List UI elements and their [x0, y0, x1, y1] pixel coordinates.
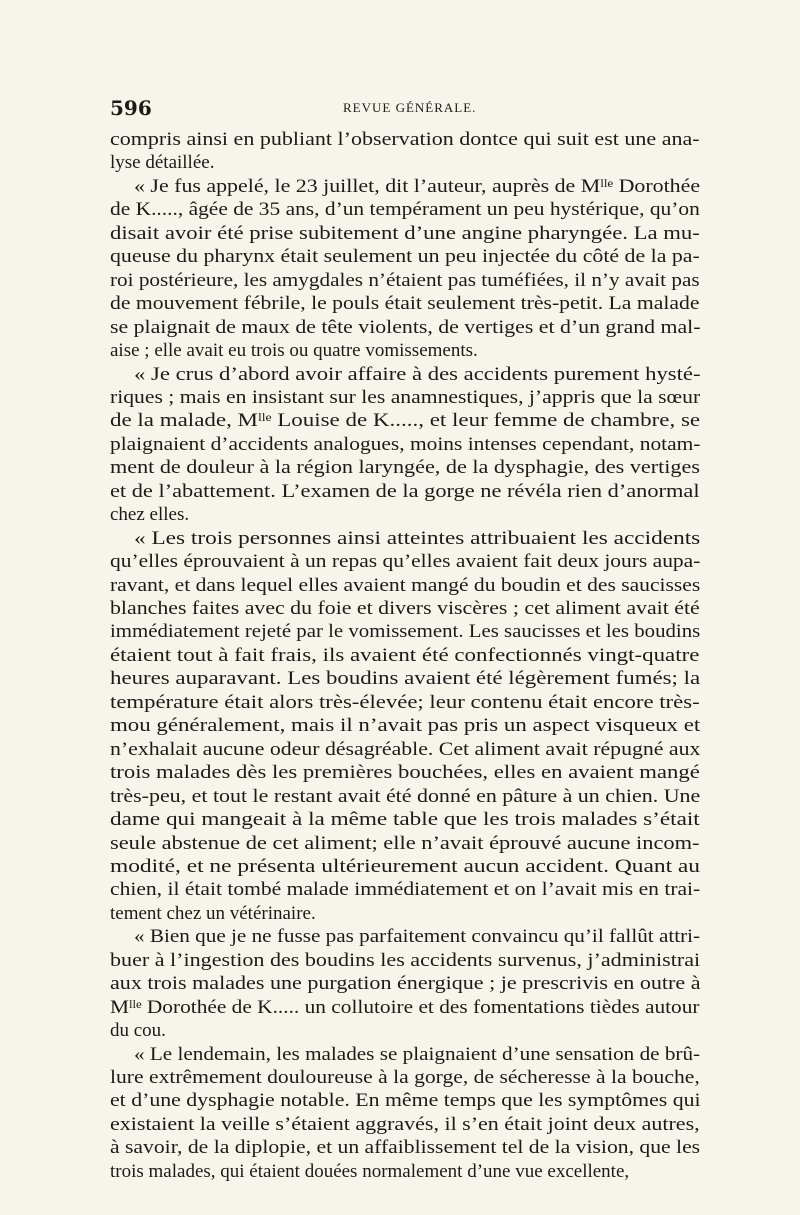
text-line: n’exhalait aucune odeur désagréable. Cet aliment avait répugné aux [110, 738, 701, 760]
text-line: blanches faites avec du foie et divers viscères ; cet aliment avait été [110, 598, 700, 619]
text-line: du cou. [110, 1020, 166, 1042]
page-number: 596 [110, 96, 152, 120]
text-line: aux trois malades une purgation énergique ; je prescrivis en outre à [110, 973, 701, 995]
text-line: chien, il était tombé malade immédiatement et on l’avait mis en trai- [110, 879, 701, 901]
text-line: modité, et ne présenta ultérieurement aucun accident. Quant au [110, 855, 701, 877]
text-line: étaient tout à fait frais, ils avaient été confectionnés vingt-quatre [110, 644, 700, 666]
text-line: existaient la veille s’étaient aggravés, il s’en était joint deux autres, [110, 1113, 700, 1135]
text-line: Mˡˡᵉ Dorothée de K..... un collutoire et des fomentations tièdes autour [110, 996, 700, 1018]
text-line: très-peu, et tout le restant avait été donné en pâture à un chien. Une [110, 785, 701, 807]
text-line: « Les trois personnes ainsi atteintes attribuaient les accidents [134, 527, 701, 549]
text-line: mou généralement, mais il n’avait pas pris un aspect visqueux et [110, 715, 701, 737]
text-line: riques ; mais en insistant sur les anamnestiques, j’appris que la sœur [110, 386, 701, 408]
text-line: heures auparavant. Les boudins avaient été légèrement fumés; la [110, 668, 701, 690]
text-line: de la malade, Mˡˡᵉ Louise de K....., et leur femme de chambre, se [110, 410, 701, 432]
text-line: trois malades, qui étaient douées normalement d’une vue excellente, [110, 1160, 630, 1182]
text-line: « Je crus d’abord avoir affaire à des accidents purement hysté- [134, 363, 701, 385]
text-line: seule abstenue de cet aliment; elle n’avait éprouvé aucune incom- [110, 832, 700, 854]
text-line: immédiatement rejeté par le vomissement. Les saucisses et les boudins [110, 621, 701, 643]
text-line: trois malades dès les premières bouchées, elles en avaient mangé [110, 762, 700, 784]
text-line: température était alors très-élevée; leur contenu était encore très- [110, 691, 700, 713]
text-line: qu’elles éprouvaient à un repas qu’elles avaient fait deux jours aupa- [110, 551, 701, 573]
text-line: « Le lendemain, les malades se plaignaient d’une sensation de brû- [134, 1043, 701, 1065]
text-line: ment de douleur à la région laryngée, de la dysphagie, des vertiges [110, 457, 700, 479]
text-line: buer à l’ingestion des boudins les accidents survenus, j’administrai [110, 949, 701, 971]
text-line: compris ainsi en publiant l’observation dontce qui suit est une ana- [110, 129, 700, 150]
text-line: « Je fus appelé, le 23 juillet, dit l’auteur, auprès de Mˡˡᵉ Dorothée [134, 175, 701, 197]
running-title: REVUE GÉNÉRALE. [343, 100, 477, 115]
text-line: roi postérieure, les amygdales n’étaient pas tuméfiées, il n’y avait pas [110, 269, 700, 291]
text-line: aise ; elle avait eu trois ou quatre vomissements. [110, 340, 478, 362]
page-header [110, 96, 700, 120]
text-line: chez elles. [110, 504, 190, 526]
text-line: plaignaient d’accidents analogues, moins intenses cependant, notam- [110, 433, 701, 455]
text-line: disait avoir été prise subitement d’une angine pharyngée. La mu- [110, 222, 700, 244]
text-line: lure extrêmement douloureuse à la gorge, de sécheresse à la bouche, [110, 1067, 700, 1088]
text-line: lyse détaillée. [110, 152, 215, 174]
text-line: queuse du pharynx était seulement un peu injectée du côté de la pa- [110, 246, 700, 268]
text-line: tement chez un vétérinaire. [110, 902, 316, 924]
text-line: à savoir, de la diplopie, et un affaiblissement tel de la vision, que les [110, 1137, 701, 1159]
text-line: de mouvement fébrile, le pouls était seulement très-petit. La malade [110, 293, 700, 315]
text-line: dame qui mangeait à la même table que les trois malades s’était [110, 809, 700, 831]
text-line: « Bien que je ne fusse pas parfaitement convaincu qu’il fallût attri- [134, 926, 701, 948]
text-line: et de l’abattement. L’examen de la gorge ne révéla rien d’anormal [110, 480, 700, 502]
text-line: de K....., âgée de 35 ans, d’un tempérament un peu hystérique, qu’on [110, 199, 700, 221]
text-line: ravant, et dans lequel elles avaient mangé du boudin et des saucisses [110, 574, 701, 596]
text-line: se plaignait de maux de tête violents, de vertiges et d’un grand mal- [110, 316, 701, 338]
text-line: et d’une dysphagie notable. En même temps que les symptômes qui [110, 1090, 701, 1112]
